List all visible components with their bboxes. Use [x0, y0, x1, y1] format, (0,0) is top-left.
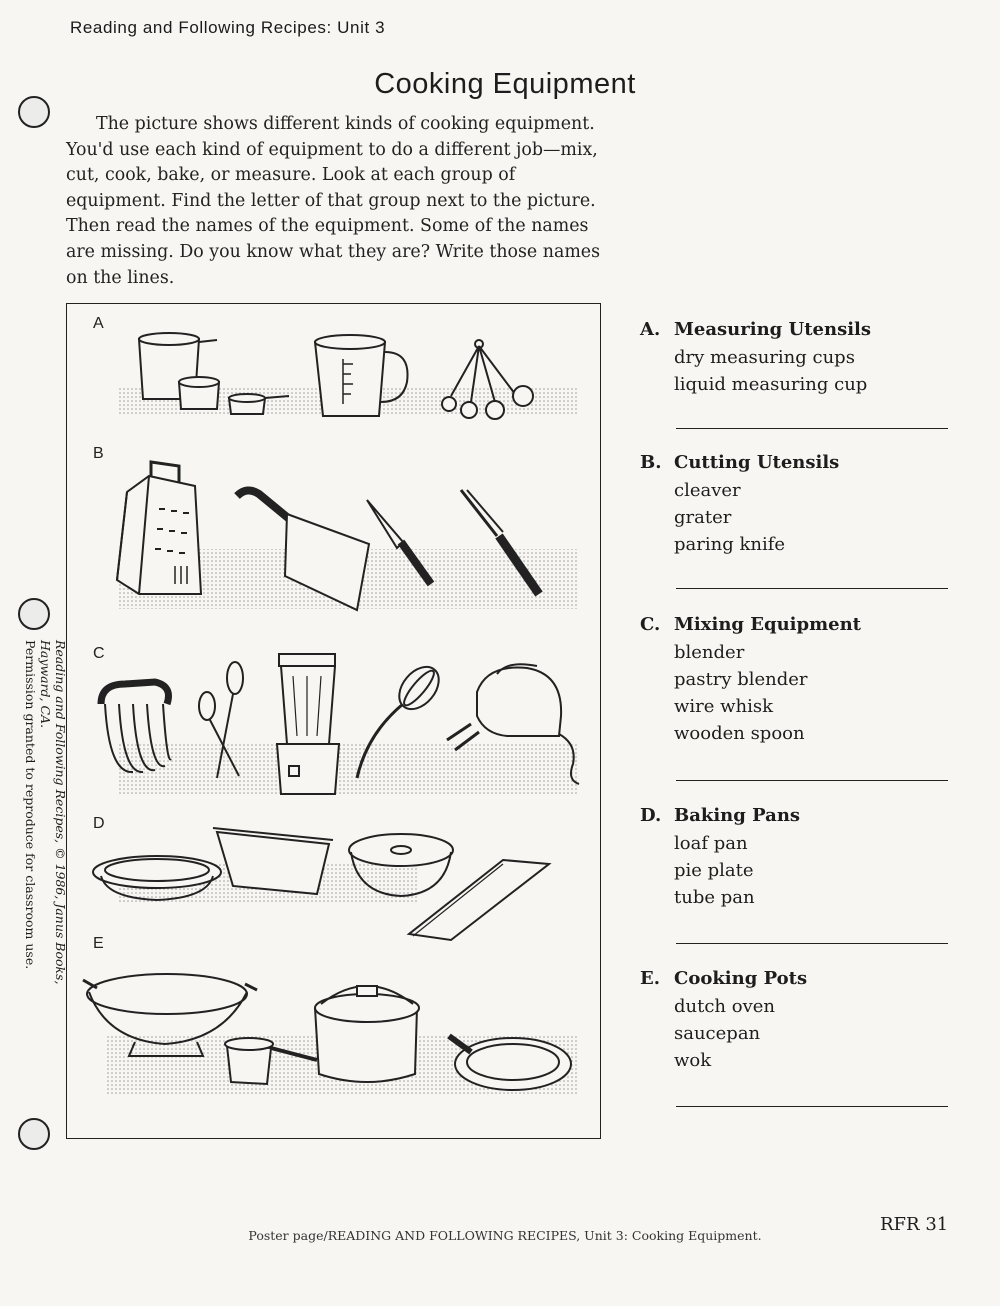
category-letter: A.: [640, 319, 661, 340]
category-item: tube pan: [674, 887, 755, 908]
intro-paragraph: The picture shows different kinds of cooking equipment. You'd use each kind of equipment to do a different job—mix, cut, cook, bake, or measure. Look at each group of equipment. Find the letter of that group next to the picture. Then read the names of the equipment. Some of the names are missing. Do you know what they are? Write those names on the lines.: [66, 114, 601, 288]
group-letter-a: A: [93, 315, 104, 332]
answer-line-a[interactable]: [676, 428, 948, 429]
dutch-oven-drawing: [315, 986, 419, 1082]
category-d: [640, 802, 960, 911]
category-item: paring knife: [674, 534, 786, 555]
category-item: saucepan: [674, 1023, 761, 1044]
answer-line-e[interactable]: [676, 1106, 948, 1107]
category-b: [640, 449, 960, 558]
category-title: Cutting Utensils: [674, 452, 840, 473]
category-item: wire whisk: [674, 696, 774, 717]
category-item: blender: [674, 642, 745, 663]
category-letter: C.: [640, 614, 661, 635]
category-title: Measuring Utensils: [674, 319, 872, 340]
category-title: Baking Pans: [674, 805, 801, 826]
page-number: RFR 31: [880, 1214, 949, 1235]
page-title: Cooking Equipment: [374, 68, 636, 100]
category-item: wooden spoon: [674, 723, 805, 744]
grater-drawing: [117, 462, 201, 594]
category-e: [640, 965, 960, 1074]
category-item: pastry blender: [674, 669, 808, 690]
binder-hole: [18, 598, 50, 630]
blender-drawing: [277, 654, 339, 794]
side-credit-line-2: Permission granted to reproduce for classroom use.: [23, 640, 38, 970]
category-item: dutch oven: [674, 996, 775, 1017]
category-title: Cooking Pots: [674, 968, 808, 989]
category-letter: B.: [640, 452, 662, 473]
group-letter-d: D: [93, 815, 105, 832]
category-item: dry measuring cups: [674, 347, 855, 368]
category-item: cleaver: [674, 480, 741, 501]
binder-hole: [18, 1118, 50, 1150]
category-title: Mixing Equipment: [674, 614, 861, 635]
equipment-illustration: [67, 304, 602, 1140]
footer-text: Poster page/READING AND FOLLOWING RECIPES, Unit 3: Cooking Equipment.: [248, 1228, 762, 1243]
category-letter: D.: [640, 805, 662, 826]
category-item: loaf pan: [674, 833, 748, 854]
category-item: pie plate: [674, 860, 754, 881]
category-a: [640, 316, 960, 398]
side-credit-line-1: Reading and Following Recipes, © 1986, Janus Books, Hayward, CA.: [38, 640, 68, 985]
unit-header: Reading and Following Recipes: Unit 3: [70, 18, 386, 37]
answer-line-b[interactable]: [676, 588, 948, 589]
category-item: liquid measuring cup: [674, 374, 868, 395]
category-item: grater: [674, 507, 732, 528]
group-letter-b: B: [93, 445, 104, 462]
answer-line-c[interactable]: [676, 780, 948, 781]
answer-line-d[interactable]: [676, 943, 948, 944]
category-letter: E.: [640, 968, 660, 989]
group-letter-c: C: [93, 645, 105, 662]
category-c: [640, 611, 960, 747]
equipment-picture: [66, 303, 601, 1139]
group-letter-e: E: [93, 935, 104, 952]
category-item: wok: [674, 1050, 712, 1071]
baking-sheet-drawing: [409, 860, 549, 940]
